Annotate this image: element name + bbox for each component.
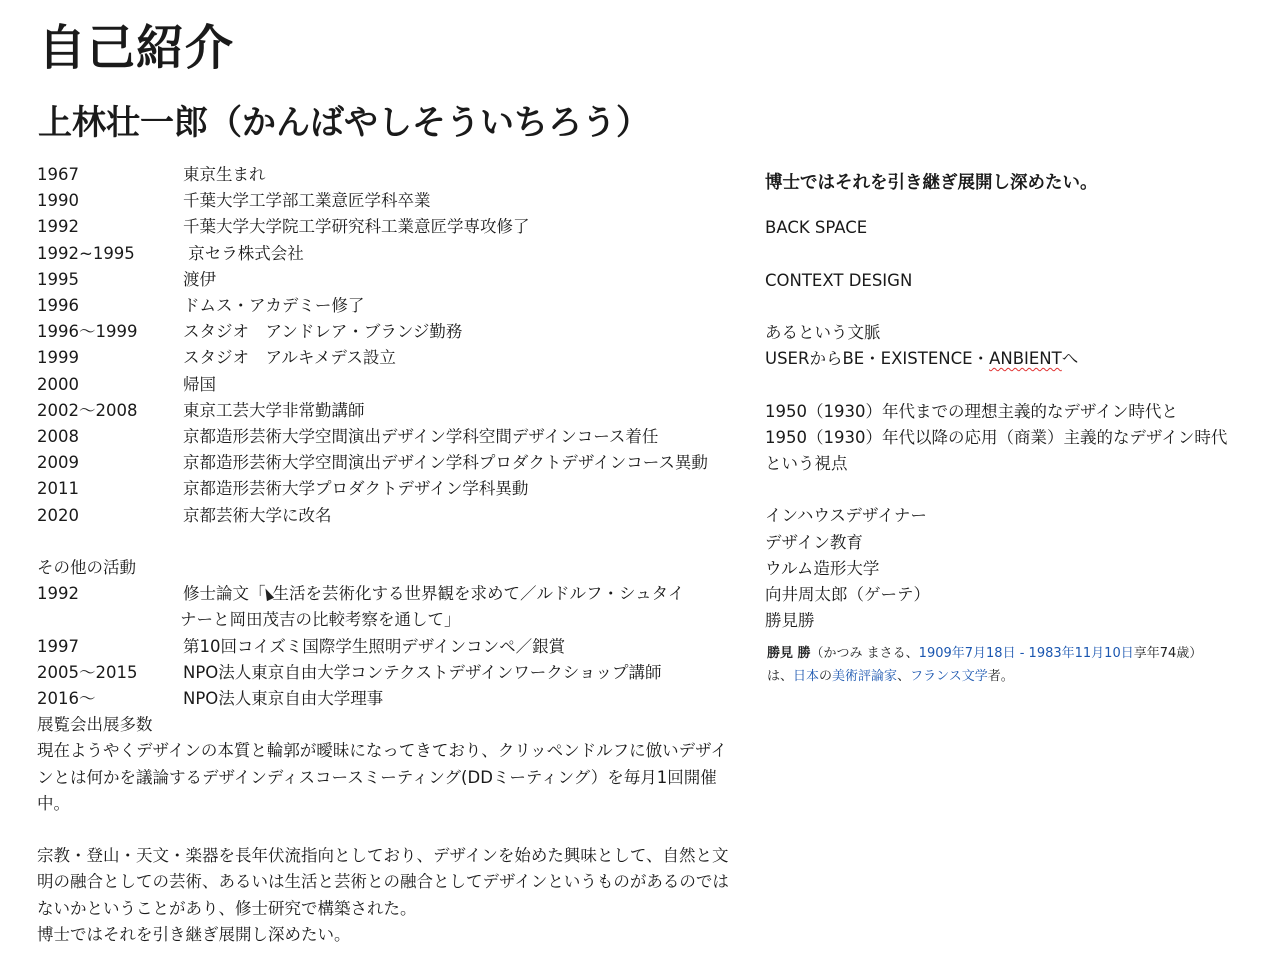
timeline-row <box>37 345 737 371</box>
event-text: 東京生まれ <box>183 165 266 184</box>
wiki-is: は、 <box>767 669 794 685</box>
wiki-suffix: 者。 <box>987 669 1014 685</box>
spacer <box>37 529 737 555</box>
keyword-item: 向井周太郎（ゲーテ） <box>765 584 930 604</box>
notes-column <box>765 170 1265 688</box>
timeline-row <box>37 267 737 293</box>
timeline-row <box>37 503 737 529</box>
year-label: 1999 <box>37 348 79 368</box>
year-label: 2016～ <box>37 689 96 709</box>
event-text: NPO法人東京自由大学コンテクストデザインワークショップ講師 <box>183 662 662 682</box>
activity-list <box>37 634 737 713</box>
wiki-death-link[interactable]: 1983年11月10日 <box>1028 646 1134 662</box>
timeline-row <box>37 398 737 424</box>
event-text: ドムス・アカデミー修了 <box>183 296 365 316</box>
wiki-comma: 、 <box>897 669 911 685</box>
event-text: 京都造形芸術大学プロダクトデザイン学科異動 <box>183 479 529 499</box>
year-label: 2005～2015 <box>37 662 138 682</box>
timeline-row <box>37 293 737 319</box>
year-label: 1967 <box>37 165 79 184</box>
timeline-row <box>37 319 737 345</box>
event-text: 東京工芸大学非常勤講師 <box>183 400 365 420</box>
wiki-critic-link[interactable]: 美術評論家 <box>832 669 898 685</box>
era-line-2: 1950（1930）年代以降の応用（商業）主義的なデザイン時代 <box>765 427 1228 447</box>
year-label: 1992 <box>37 584 79 604</box>
wiki-particle: の <box>819 669 833 685</box>
year-label: 2020 <box>37 505 79 525</box>
career-column <box>37 162 737 948</box>
keyword-item: ウルム造形大学 <box>765 558 880 578</box>
event-text: 千葉大学工学部工業意匠学科卒業 <box>183 191 431 211</box>
wiki-french-lit-link[interactable]: フランス文学 <box>910 669 988 685</box>
context-line-2-suffix: へ <box>1061 349 1079 369</box>
keyword-item: インハウスデザイナー <box>765 506 927 526</box>
spacer <box>765 294 1265 320</box>
timeline-row <box>37 476 737 502</box>
context-line-1: あるという文脈 <box>765 322 881 342</box>
paragraph-background: 宗教・登山・天文・楽器を長年伏流指向としており、デザインを始めた興味として、自然と文明の融合としての芸術、あるいは生活と芸術との融合としてデザインというものがあるのではないかということがあり、修士研究で構築された。 <box>37 846 729 918</box>
exhibitions-text: 展覧会出展多数 <box>37 715 153 735</box>
exhibitions-row <box>37 712 737 738</box>
year-label: 2011 <box>37 479 79 499</box>
year-label: 2002～2008 <box>37 400 138 420</box>
event-text: 京都芸術大学に改名 <box>183 505 332 525</box>
year-label: 1997 <box>37 636 79 656</box>
year-label: 1996～1999 <box>37 322 138 342</box>
event-text: 京都造形芸術大学空間演出デザイン学科プロダクトデザインコース異動 <box>183 453 708 473</box>
thesis-text <box>180 581 737 633</box>
timeline-row <box>37 214 737 240</box>
event-text: 渡伊 <box>183 269 216 289</box>
paragraph-doctoral: 博士ではそれを引き継ぎ展開し深めたい。 <box>37 924 351 944</box>
thesis-line1: 生活を芸術化する世界観を求めて／ルドルフ・シュタイ <box>272 584 685 604</box>
timeline-row <box>37 686 737 712</box>
year-label: 1995 <box>37 269 79 289</box>
year-label: 2008 <box>37 427 79 447</box>
thesis-prefix: 修士論文「 <box>183 584 266 604</box>
context-design-text: CONTEXT DESIGN <box>765 270 913 290</box>
event-text: 京都造形芸術大学空間演出デザイン学科空間デザインコース着任 <box>183 427 659 447</box>
era-line-1: 1950（1930）年代までの理想主義的なデザイン時代と <box>765 401 1178 421</box>
keyword-item: 勝見勝 <box>765 611 815 631</box>
event-text: スタジオ アンドレア・ブランジ勤務 <box>183 322 463 342</box>
spacer <box>765 241 1265 267</box>
event-text: 帰国 <box>183 374 216 394</box>
year-label: 2009 <box>37 453 79 473</box>
context-line-2 <box>765 346 1265 372</box>
event-text: スタジオ アルキメデス設立 <box>183 348 396 368</box>
thesis-line2: ナーと岡田茂吉の比較考察を通して」 <box>180 610 461 630</box>
other-activities-heading <box>37 555 737 581</box>
wiki-reading: （かつみ まさる、 <box>810 646 919 662</box>
page-title: 自己紹介 <box>38 20 235 76</box>
timeline-row <box>37 660 737 686</box>
paragraph-dd-meeting: 現在ようやくデザインの本質と輪郭が曖昧になってきており、クリッペンドルフに倣いデザインとは何かを議論するデザインディスコースミーティング(DDミーティング）を毎月1回開催中。 <box>37 741 728 813</box>
other-activities-label: その他の活動 <box>37 558 136 578</box>
spacer <box>37 817 737 843</box>
year-label: 2000 <box>37 374 79 394</box>
keyword-list <box>765 503 1265 634</box>
notes-heading: 博士ではそれを引き継ぎ展開し深めたい。 <box>765 173 1098 193</box>
wiki-age: 享年74歳） <box>1133 646 1203 662</box>
event-text: NPO法人東京自由大学理事 <box>183 689 384 709</box>
event-text: 京セラ株式会社 <box>183 243 304 263</box>
wiki-dash: - <box>1015 646 1029 662</box>
timeline-row <box>37 450 737 476</box>
year-label: 1996 <box>37 296 79 316</box>
event-text: 第10回コイズミ国際学生照明デザインコンペ／銀賞 <box>183 636 566 656</box>
year-label: 1992~1995 <box>37 243 135 263</box>
timeline-row <box>37 634 737 660</box>
timeline-row <box>37 424 737 450</box>
event-text: 千葉大学大学院工学研究科工業意匠学専攻修了 <box>183 217 530 237</box>
spacer <box>765 477 1265 503</box>
wiki-birth-link[interactable]: 1909年7月18日 <box>918 646 1016 662</box>
era-line-3: という視点 <box>765 453 848 473</box>
year-label: 1990 <box>37 191 79 211</box>
year-label: 1992 <box>37 217 79 237</box>
spellcheck-word: ANBIENT <box>989 349 1062 369</box>
wiki-country-link[interactable]: 日本 <box>793 669 820 685</box>
history-list <box>37 162 737 529</box>
wiki-name: 勝見 勝 <box>767 646 811 662</box>
thesis-row <box>37 581 737 633</box>
timeline-row <box>37 241 737 267</box>
keyword-item: デザイン教育 <box>765 532 863 552</box>
timeline-row <box>37 188 737 214</box>
name-heading: 上林壮一郎（かんばやしそういちろう） <box>38 103 650 143</box>
wikipedia-excerpt <box>767 642 1265 688</box>
timeline-row <box>37 162 737 188</box>
spacer <box>765 372 1265 398</box>
back-space-text: BACK SPACE <box>765 218 868 238</box>
context-line-2-prefix: USERからBE・EXISTENCE・ <box>765 349 990 369</box>
timeline-row <box>37 372 737 398</box>
